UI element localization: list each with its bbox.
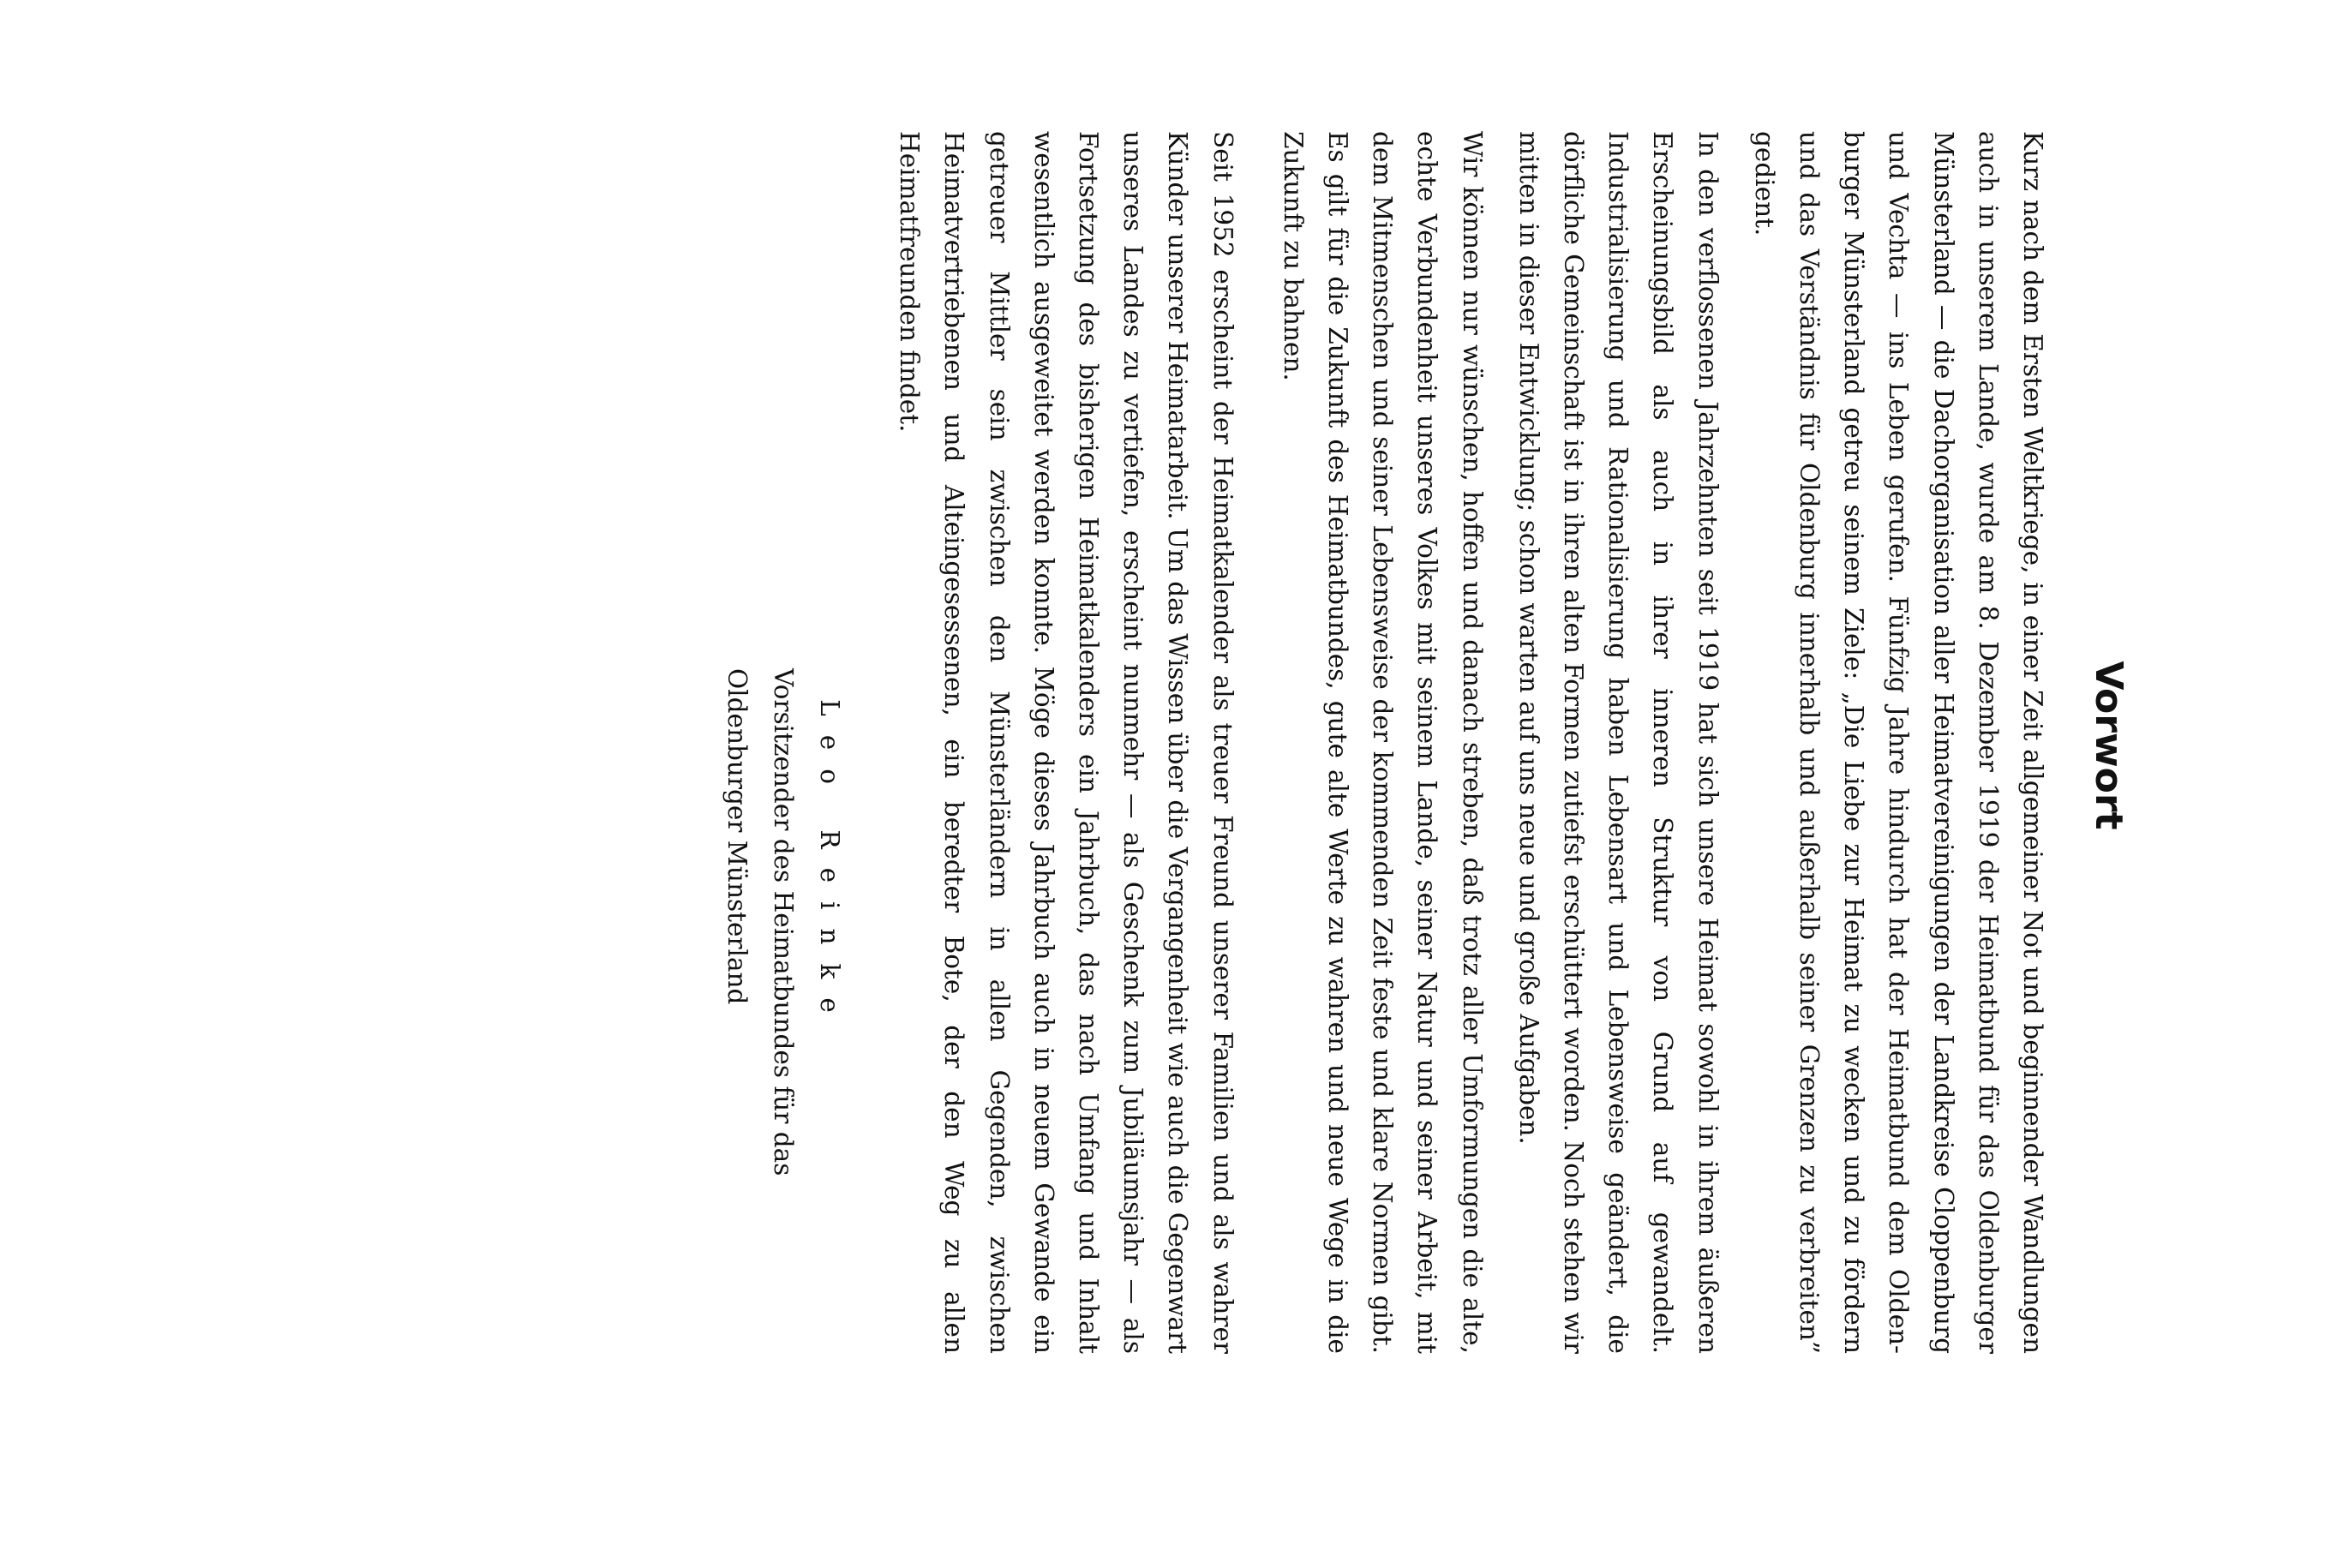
paragraph-gap (1495, 120, 1507, 1371)
paragraph-1: Kurz nach dem Ersten Weltkriege, in einer Zeit allgemeiner Not und beginnender Wandlungen auch in unserem Lande, wurde am 8. Dezember 1919 der Heimatbund für das Oldenburger Münsterland — die Dachorganisation aller Heimatvereinigungen der Landkreise Cloppenburg und Vechta — ins Leben gerufen. Fünfzig Jahre hindurch hat der Heimatbund dem Oldenburger Münsterland getreu seinem Ziele: „Die Liebe zur Heimat zu wecken und zu fördern und das Verständnis für Oldenburg innerhalb und außerhalb seiner Grenzen zu verbreiten” gedient. (1749, 131, 2047, 1354)
signature-gap (853, 120, 887, 1371)
paragraph-2: In den verflossenen Jahrzehnten seit 1919 hat sich unsere Heimat sowohl in ihrem äußeren Erscheinungsbild als auch in ihrer inneren Struktur von Grund auf gewandelt. Industrialisierung und Rationalisierung haben Lebensart und Lebensweise geändert, die dörfliche Gemeinschaft ist in ihren alten Formen zutiefst erschüttert worden. Noch stehen wir mitten in dieser Entwicklung; schon warten auf uns neue und große Aufgaben. (1513, 131, 1723, 1354)
paragraph-gap (1245, 120, 1271, 1371)
signature-block (714, 668, 853, 1285)
paragraph-gap (1730, 120, 1742, 1371)
signature-name: Leo Reinke (814, 699, 844, 1032)
page-title: Vorwort (2087, 661, 2130, 830)
paragraph-3: Wir können nur wünschen, hoffen und danach streben, daß trotz aller Umformungen die alte, echte Verbundenheit unseres Volkes mit seinem Lande, seiner Natur und seiner Arbeit, mit dem Mitmenschen und seiner Lebensweise der kommenden Zeit feste und klare Normen gibt. Es gilt für die Zukunft des Heimatbundes, gute alte Werte zu wahren und neue Wege in die Zukunft zu bahnen. (1278, 131, 1487, 1354)
paragraph-4: Seit 1952 erscheint der Heimatkalender als treuer Freund unserer Familien und als wahrer Künder unserer Heimatarbeit. Um das Wissen über die Vergangenheit wie auch die Gegenwart unseres Landes zu vertiefen, erscheint nunmehr — als Geschenk zum Jubiläumsjahr — als Fortsetzung des bisherigen Heimatkalenders ein Jahrbuch, das nach Umfang und Inhalt wesentlich ausgeweitet werden konnte. Möge dieses Jahrbuch auch in neuem Gewande ein getreuer Mittler sein zwischen den Münsterländern in allen Gegenden, zwischen Heimatvertriebenen und Alteingesessenen, ein beredter Bote, der den Weg zu allen Heimatfreunden findet. (895, 131, 1237, 1354)
page-content (660, 120, 2134, 1371)
signature-role-line-2: Oldenburger Münsterland (722, 668, 752, 1005)
signature-role-line-1: Vorsitzender des Heimatbundes für das (768, 668, 798, 1176)
